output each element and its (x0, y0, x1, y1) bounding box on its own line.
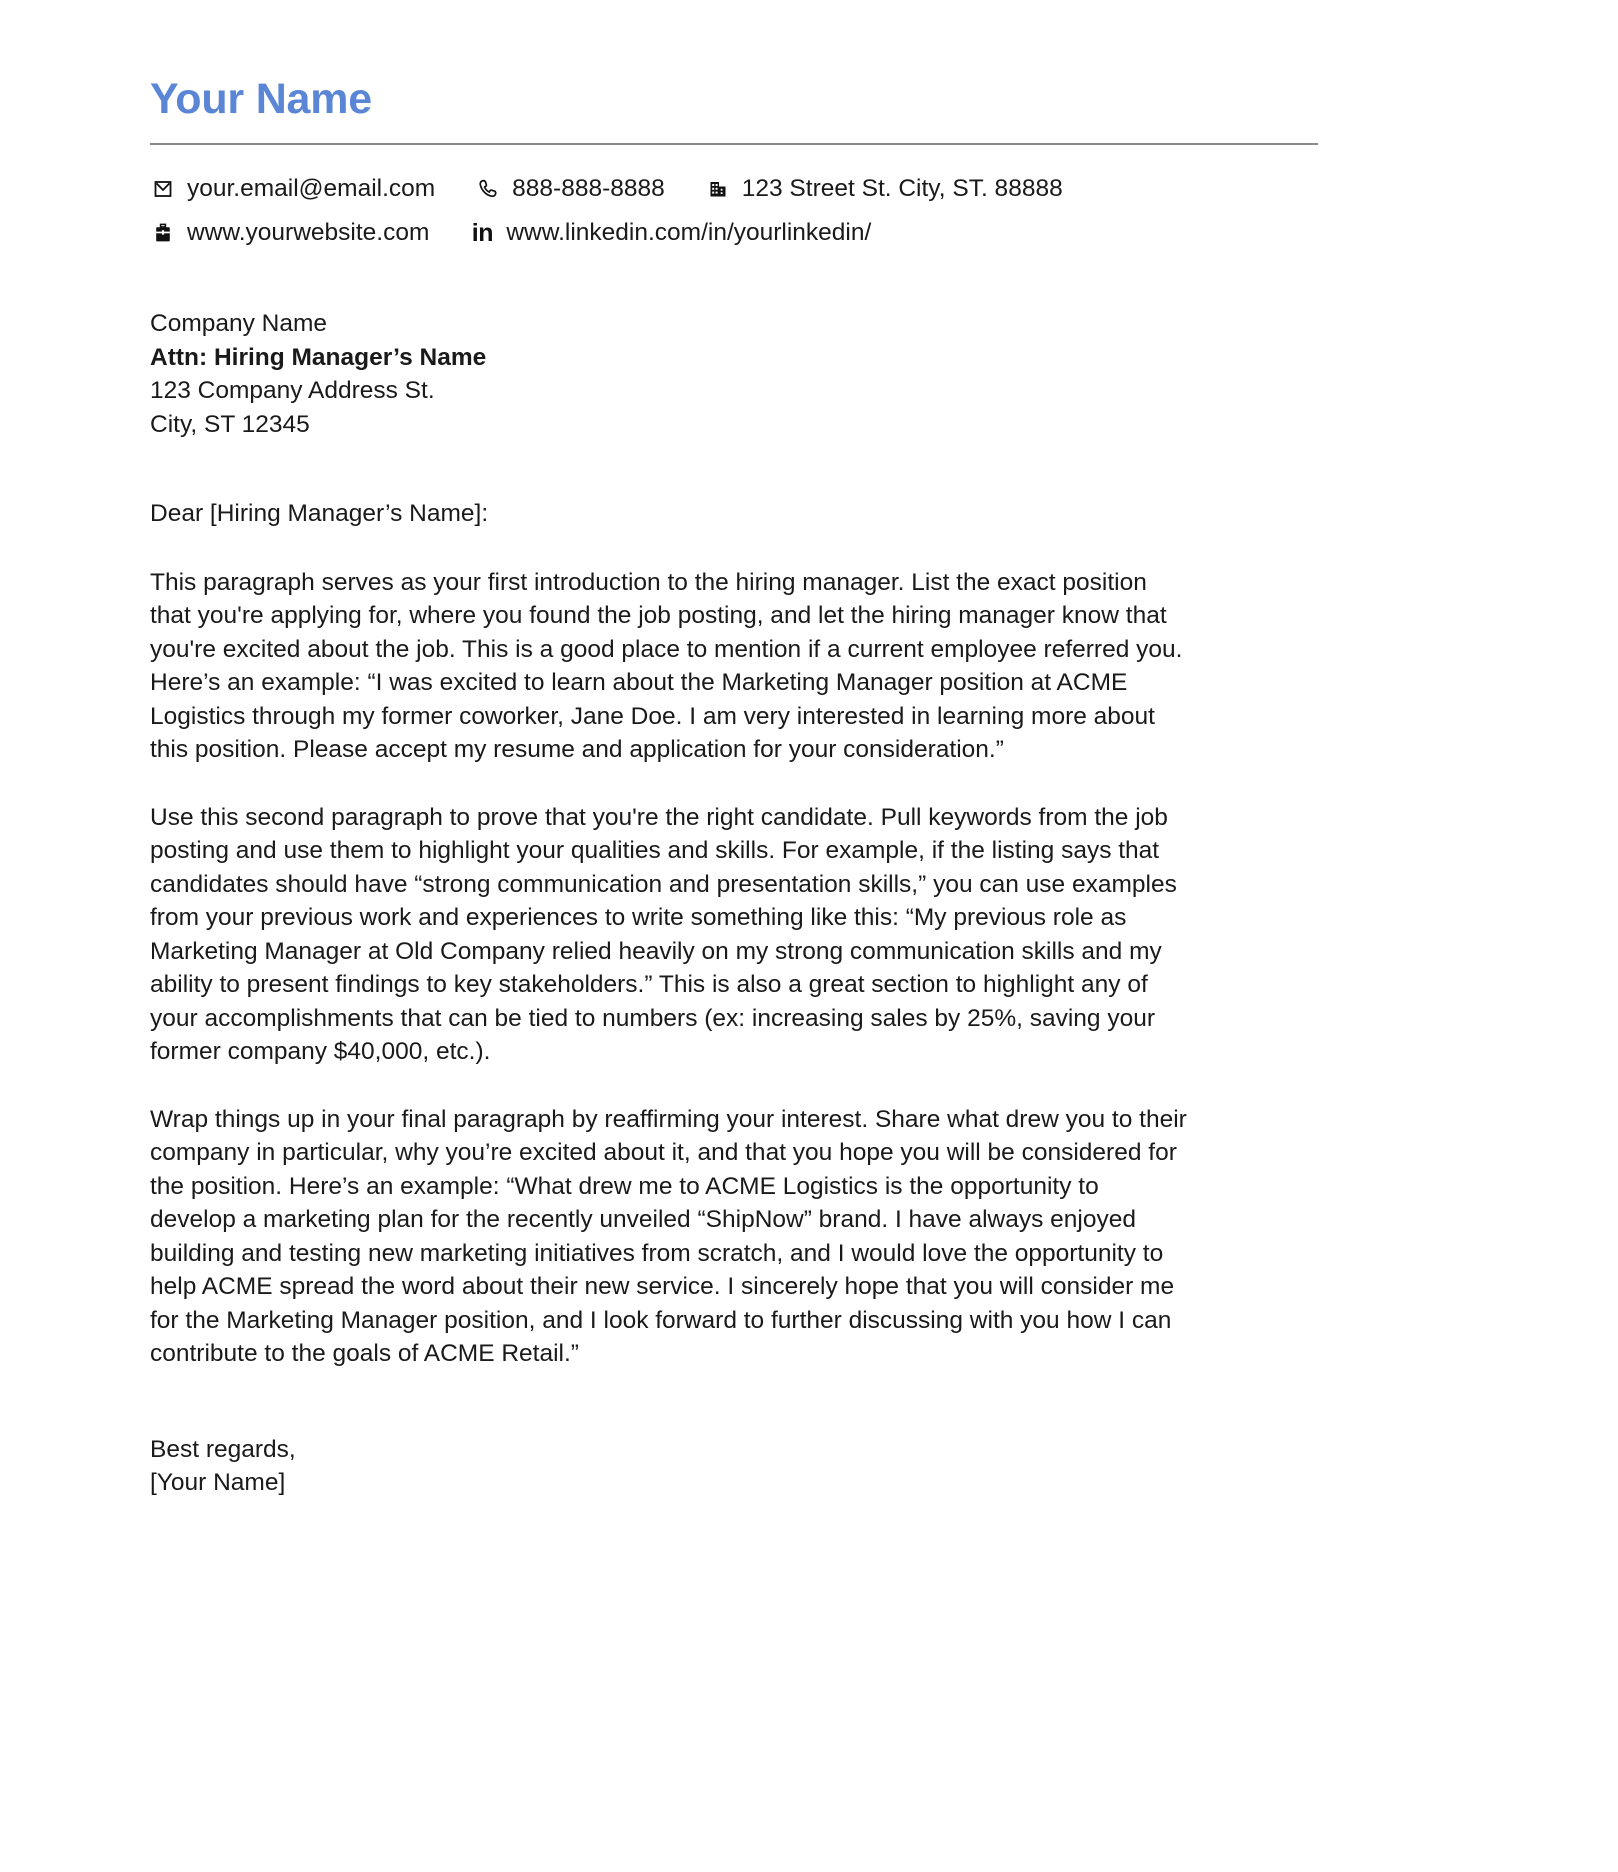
recipient-attention: Attn: Hiring Manager’s Name (150, 343, 487, 371)
closing-block (150, 1433, 1468, 1500)
contact-address-text: 123 Street St. City, ST. 88888 (741, 174, 1063, 202)
contact-line-2 (150, 211, 1468, 255)
contact-phone[interactable] (475, 176, 665, 203)
contact-website[interactable] (150, 220, 429, 247)
contact-website-text: www.yourwebsite.com (187, 218, 430, 246)
salutation: Dear [Hiring Manager’s Name]: (150, 500, 489, 527)
signature-name: [Your Name] (150, 1469, 286, 1496)
contact-address (705, 176, 1063, 203)
body-paragraph-3: Wrap things up in your final paragraph by reaffirming your interest. Share what drew you to their company in particular, why you’re excited about it, and that you hope you will be considered for the position. Here’s an example: “What drew me to ACME Logistics is the opportunity to develop a marketing plan for the recently unveiled “ShipNow” brand. I have always enjoyed building and testing new marketing initiatives from scratch, and I would love the opportunity to help ACME spread the word about their new service. I sincerely hope that you will consider me for the Marketing Manager position, and I look forward to further discussing with you how I can contribute to the goals of ACME Retail.” (150, 1105, 1187, 1367)
linkedin-icon: in (471, 218, 493, 247)
recipient-address-block (150, 307, 1468, 441)
recipient-street: 123 Company Address St. (150, 377, 435, 404)
contact-info-block (150, 167, 1468, 255)
contact-line-1 (150, 167, 1468, 211)
phone-icon (475, 176, 501, 202)
building-icon (705, 176, 731, 202)
contact-linkedin-text: www.linkedin.com/in/yourlinkedin/ (506, 218, 872, 246)
page-title: Your Name (150, 75, 373, 123)
header-divider (150, 143, 1318, 145)
contact-email[interactable] (150, 176, 435, 203)
body-paragraph-2: Use this second paragraph to prove that you're the right candidate. Pull keywords from the job posting and use them to highlight your qualities and skills. For example, if the listing says that candidates should have “strong communication and presentation skills,” you can use examples from your previous work and experiences to write something like this: “My previous role as Marketing Manager at Old Company relied heavily on my strong communication skills and my ability to present findings to key stakeholders.” This is also a great section to highlight any of your accomplishments that can be tied to numbers (ex: increasing sales by 25%, saving your former company $40,000, etc.). (150, 803, 1177, 1065)
body-paragraph-1: This paragraph serves as your first introduction to the hiring manager. List the exact position that you're applying for, where you found the job posting, and let the hiring manager know that you're excited about the job. This is a good place to mention if a current employee referred you. Here’s an example: “I was excited to learn about the Marketing Manager position at ACME Logistics through my former coworker, Jane Doe. I am very interested in learning more about this position. Please accept my resume and application for your consideration.” (150, 568, 1183, 763)
contact-linkedin[interactable] (469, 220, 871, 247)
envelope-icon (150, 176, 176, 202)
contact-phone-text: 888-888-8888 (512, 174, 665, 202)
recipient-company: Company Name (150, 310, 328, 337)
recipient-city-state-zip: City, ST 12345 (150, 410, 310, 438)
contact-email-text: your.email@email.com (187, 174, 436, 202)
briefcase-icon (150, 220, 176, 246)
closing-salutation: Best regards, (150, 1435, 296, 1463)
